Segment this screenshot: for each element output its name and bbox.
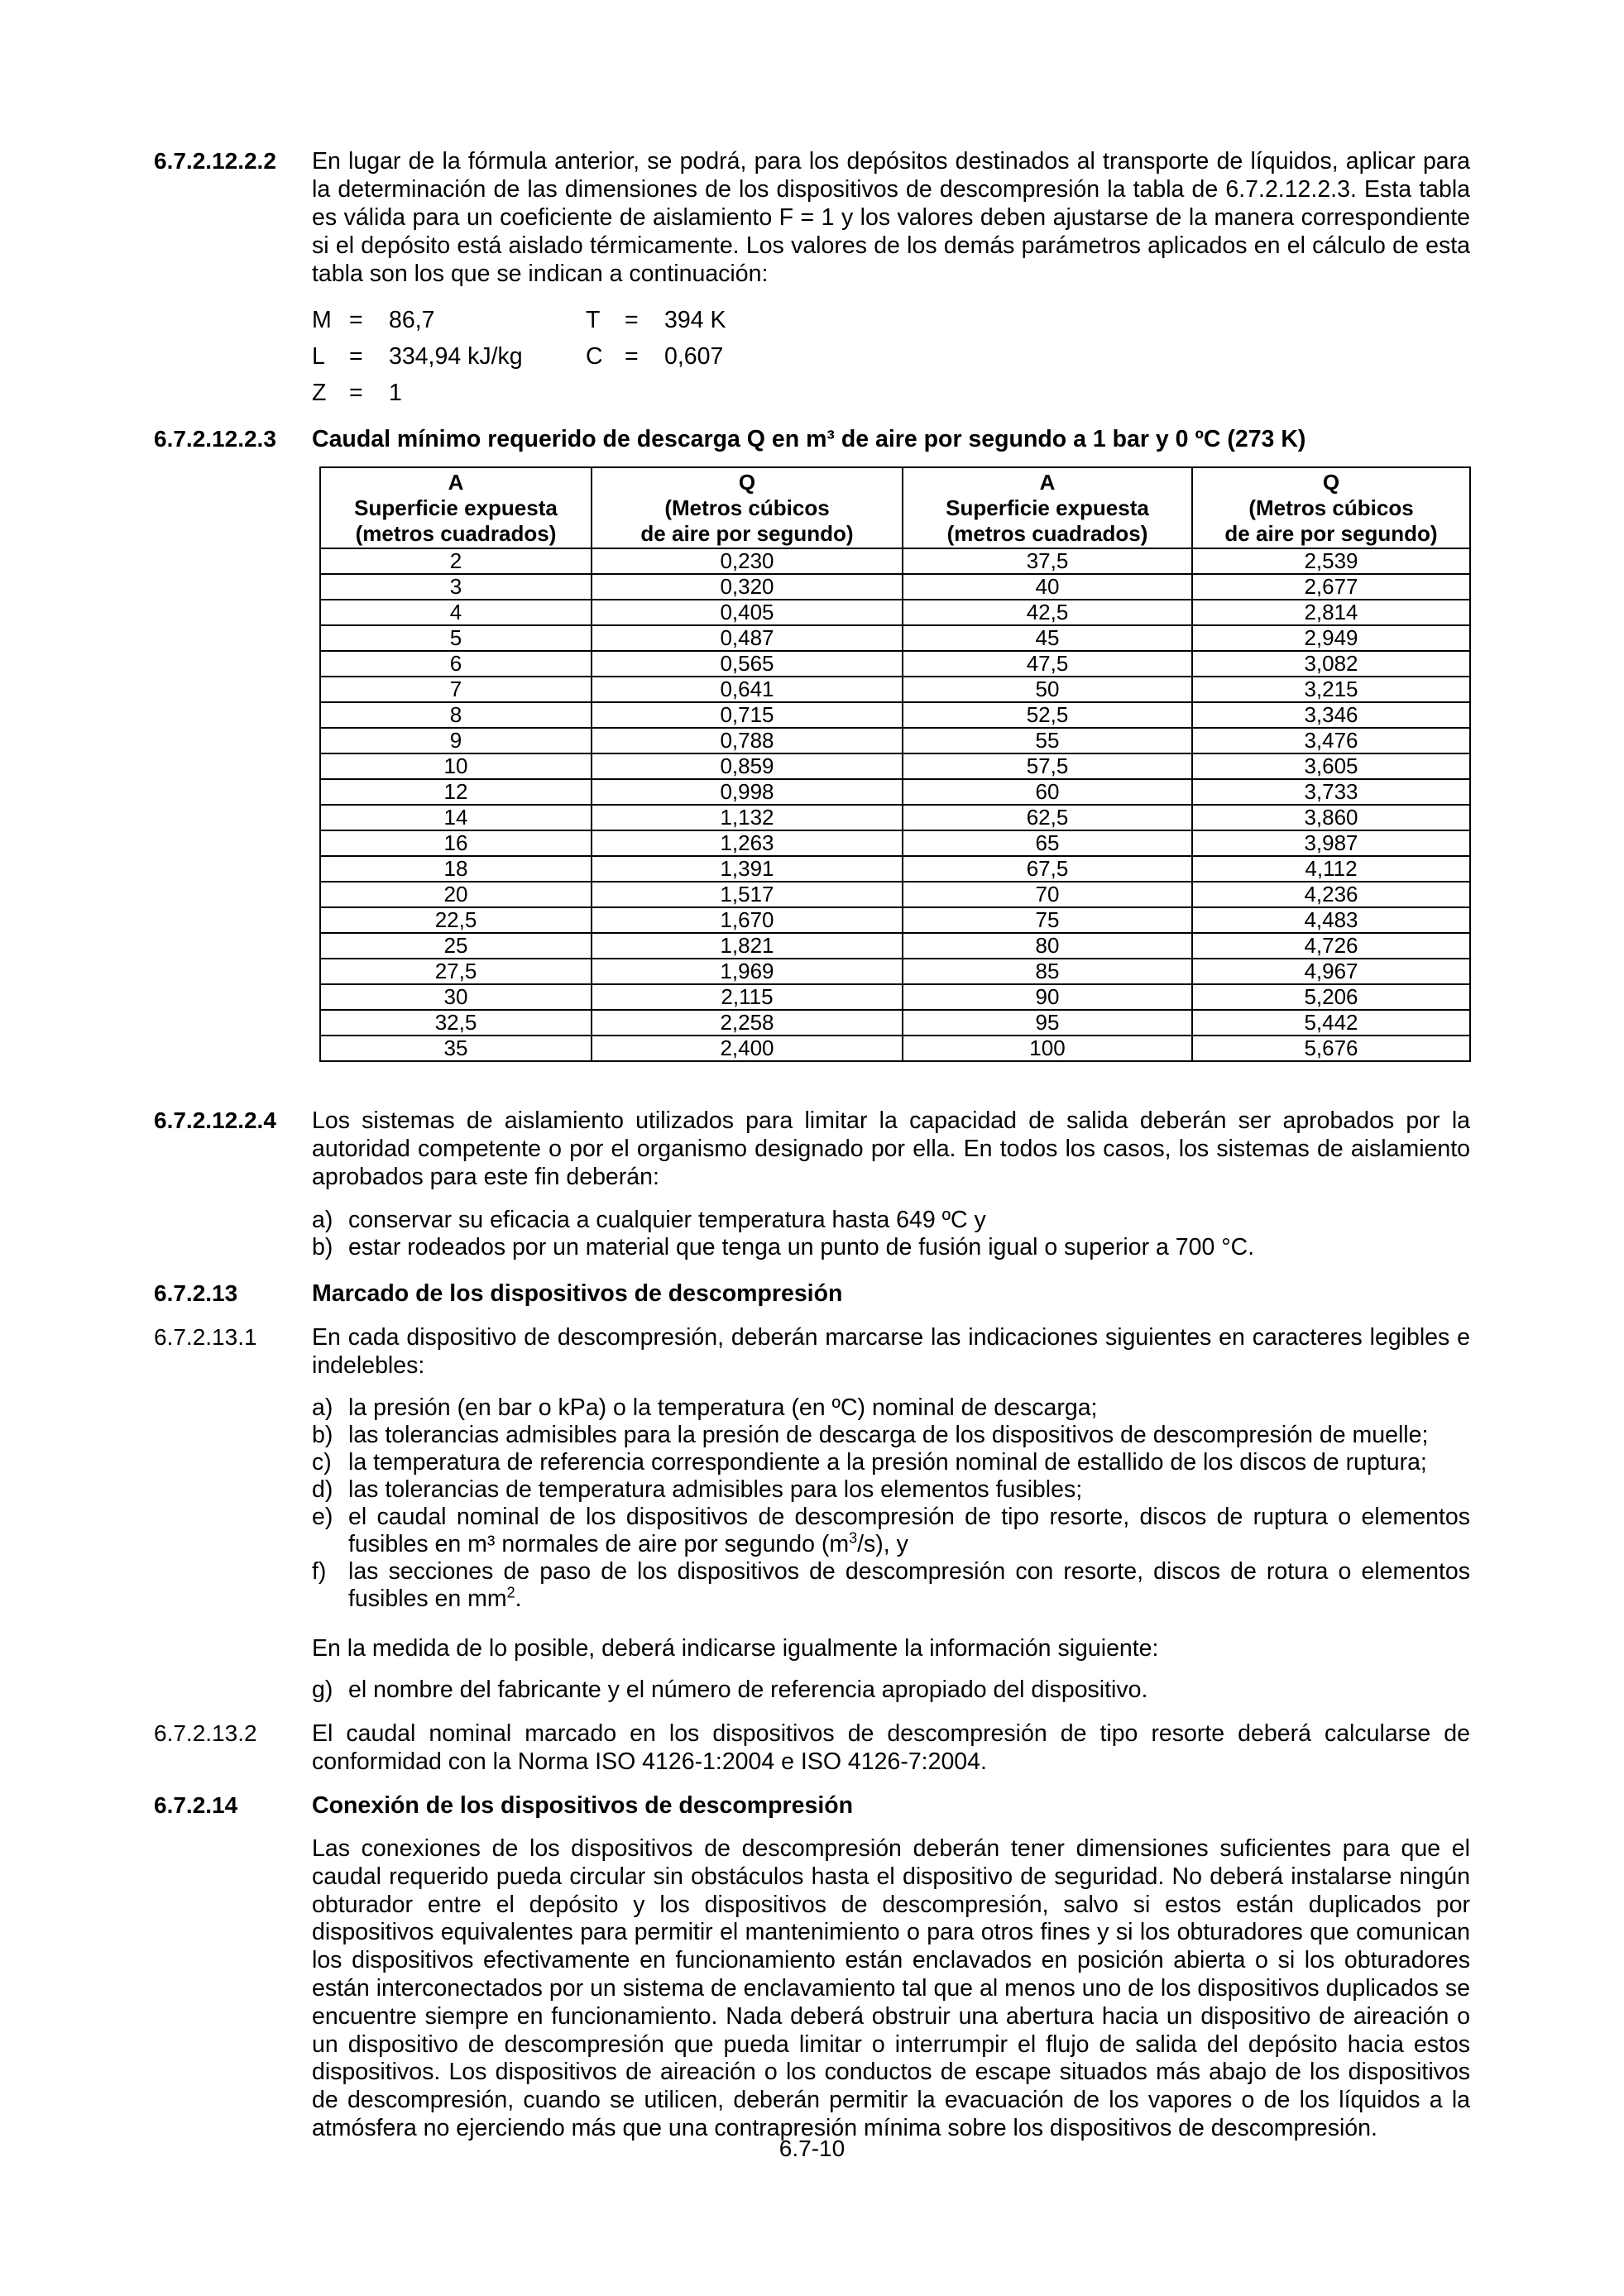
table-cell: 0,405: [592, 600, 903, 625]
list-label: c): [312, 1449, 332, 1476]
table-cell: 5,206: [1192, 984, 1470, 1010]
discharge-table: [319, 466, 1471, 1062]
optional-list: [312, 1677, 1470, 1704]
table-cell: 2,814: [1192, 600, 1470, 625]
table-cell: 2,949: [1192, 625, 1470, 651]
table-row: [320, 882, 1470, 907]
list-item: [312, 1476, 1470, 1504]
list-item: [312, 1422, 1470, 1449]
table-cell: 14: [320, 805, 592, 830]
list-text: estar rodeados por un material que tenga un punto de fusión igual o superior a 700 °C.: [348, 1234, 1255, 1260]
table-row: [320, 600, 1470, 625]
list-item: [312, 1677, 1470, 1704]
table-cell: 1,132: [592, 805, 903, 830]
var-value: 334,94 kJ/kg: [389, 343, 523, 370]
table-row: [320, 779, 1470, 805]
list-text: la temperatura de referencia correspondiente a la presión nominal de estallido de los discos de ruptura;: [348, 1449, 1427, 1476]
table-cell: 55: [903, 728, 1192, 753]
table-cell: 6: [320, 651, 592, 677]
table-row: [320, 702, 1470, 728]
table-cell: 3,987: [1192, 830, 1470, 856]
table-row: [320, 574, 1470, 600]
table-cell: 52,5: [903, 702, 1192, 728]
table-cell: 3,860: [1192, 805, 1470, 830]
table-cell: 2,115: [592, 984, 903, 1010]
table-row: [320, 907, 1470, 933]
section-paragraph: En lugar de la fórmula anterior, se podrá, para los depósitos destinados al transporte de líquidos, aplicar para la determinación de las dimensiones de los dispositivos de descompresión la tabla de 6.7.2.12.2.3. Esta tabla es válida para un coeficiente de aislamiento F = 1 y los valores deben ajustarse de la manera correspondiente si el depósito está aislado térmicamente. Los valores de los demás parámetros aplicados en el cálculo de esta tabla son los que se indican a continuación:: [312, 148, 1470, 287]
list-label: f): [312, 1558, 327, 1585]
list-item: [312, 1234, 1470, 1261]
table-cell: 0,641: [592, 677, 903, 702]
list-label: d): [312, 1476, 333, 1503]
list-item: [312, 1504, 1470, 1558]
table-cell: 1,821: [592, 933, 903, 959]
list-text: las tolerancias de temperatura admisibles para los elementos fusibles;: [348, 1476, 1083, 1503]
section-number: 6.7.2.12.2.3: [154, 426, 276, 452]
table-cell: 5,676: [1192, 1036, 1470, 1061]
table-cell: 57,5: [903, 753, 1192, 779]
list-label: a): [312, 1207, 333, 1233]
table-row: [320, 728, 1470, 753]
table-cell: 8: [320, 702, 592, 728]
list-label: b): [312, 1422, 333, 1448]
table-row: [320, 933, 1470, 959]
table-cell: 0,715: [592, 702, 903, 728]
section-heading: Conexión de los dispositivos de descompresión: [312, 1792, 854, 1819]
table-cell: 2,539: [1192, 548, 1470, 574]
table-cell: 85: [903, 959, 1192, 984]
table-cell: 62,5: [903, 805, 1192, 830]
table-cell: 20: [320, 882, 592, 907]
var-symbol: Z: [312, 380, 327, 406]
table-cell: 2,400: [592, 1036, 903, 1061]
list-label: b): [312, 1234, 333, 1260]
section-number: 6.7.2.12.2.4: [154, 1107, 276, 1133]
table-row: [320, 753, 1470, 779]
var-equals: =: [349, 380, 363, 406]
table-cell: 1,391: [592, 856, 903, 882]
table-cell: 100: [903, 1036, 1192, 1061]
table-row: [320, 805, 1470, 830]
superscript: 2: [506, 1584, 515, 1601]
table-cell: 37,5: [903, 548, 1192, 574]
table-cell: 0,859: [592, 753, 903, 779]
table-cell: 3,215: [1192, 677, 1470, 702]
table-cell: 1,969: [592, 959, 903, 984]
table-cell: 4,483: [1192, 907, 1470, 933]
section-number: 6.7.2.12.2.2: [154, 148, 276, 174]
superscript: 3: [849, 1529, 858, 1547]
var-symbol: C: [586, 343, 603, 370]
table-cell: 27,5: [320, 959, 592, 984]
table-cell: 1,263: [592, 830, 903, 856]
var-equals: =: [625, 343, 639, 370]
table-cell: 3,476: [1192, 728, 1470, 753]
table-cell: 0,230: [592, 548, 903, 574]
section-paragraph: Los sistemas de aislamiento utilizados para limitar la capacidad de salida deberán ser aprobados por la autoridad competente o por el organismo designado por ella. En todos los casos, los sistemas de aislamiento aprobados para este fin deberán:: [312, 1107, 1470, 1190]
list-text: las tolerancias admisibles para la presión de descarga de los dispositivos de descompresión de muelle;: [348, 1422, 1429, 1448]
list-text-end: /s), y: [857, 1531, 908, 1557]
list-label: e): [312, 1504, 333, 1530]
table-cell: 30: [320, 984, 592, 1010]
table-cell: 9: [320, 728, 592, 753]
table-cell: 90: [903, 984, 1192, 1010]
table-cell: 4,726: [1192, 933, 1470, 959]
section-paragraph: En cada dispositivo de descompresión, deberán marcarse las indicaciones siguientes en caracteres legibles e indelebles:: [312, 1324, 1470, 1379]
table-cell: 42,5: [903, 600, 1192, 625]
table-row: [320, 548, 1470, 574]
list-text: la presión (en bar o kPa) o la temperatura (en ºC) nominal de descarga;: [348, 1394, 1098, 1421]
var-value: 394 K: [664, 307, 726, 333]
table-row: [320, 856, 1470, 882]
var-equals: =: [349, 307, 363, 333]
header-cell: Q (Metros cúbicos de aire por segundo): [1192, 467, 1470, 548]
table-row: [320, 1010, 1470, 1036]
list-item: [312, 1558, 1470, 1613]
table-row: [320, 1036, 1470, 1061]
var-equals: =: [349, 343, 363, 370]
section-number: 6.7.2.13: [154, 1280, 238, 1306]
section-number: 6.7.2.13.1: [154, 1324, 257, 1350]
table-row: [320, 984, 1470, 1010]
table-cell: 1,517: [592, 882, 903, 907]
list-text: el caudal nominal de los dispositivos de descompresión de tipo resorte, discos de ruptura o elementos fusibles en m³ normales de aire por segundo (m: [348, 1504, 1470, 1557]
table-cell: 16: [320, 830, 592, 856]
table-cell: 0,487: [592, 625, 903, 651]
var-equals: =: [625, 307, 639, 333]
table-cell: 3,082: [1192, 651, 1470, 677]
table-cell: 95: [903, 1010, 1192, 1036]
table-row: [320, 830, 1470, 856]
table-cell: 67,5: [903, 856, 1192, 882]
table-cell: 4: [320, 600, 592, 625]
table-cell: 4,112: [1192, 856, 1470, 882]
var-value: 1: [389, 380, 402, 406]
table-cell: 0,788: [592, 728, 903, 753]
header-cell: A Superficie expuesta (metros cuadrados): [320, 467, 592, 548]
table-cell: 40: [903, 574, 1192, 600]
header-cell: Q (Metros cúbicos de aire por segundo): [592, 467, 903, 548]
list-text: conservar su eficacia a cualquier temperatura hasta 649 ºC y: [348, 1207, 986, 1233]
table-cell: 60: [903, 779, 1192, 805]
table-cell: 7: [320, 677, 592, 702]
section-paragraph: El caudal nominal marcado en los dispositivos de descompresión de tipo resorte deberá calcularse de conformidad con la Norma ISO 4126-1:2004 e ISO 4126-7:2004.: [312, 1720, 1470, 1775]
var-symbol: M: [312, 307, 332, 333]
table-row: [320, 959, 1470, 984]
table-cell: 10: [320, 753, 592, 779]
table-cell: 70: [903, 882, 1192, 907]
table-header-row: [320, 467, 1470, 548]
page-number: 6.7-10: [778, 2136, 846, 2161]
table-cell: 12: [320, 779, 592, 805]
table-cell: 65: [903, 830, 1192, 856]
list-item: [312, 1207, 1470, 1234]
table-cell: 0,998: [592, 779, 903, 805]
table-cell: 50: [903, 677, 1192, 702]
section-paragraph: En la medida de lo posible, deberá indicarse igualmente la información siguiente:: [312, 1635, 1159, 1662]
list-text: el nombre del fabricante y el número de referencia apropiado del dispositivo.: [348, 1677, 1148, 1703]
table-cell: 3,346: [1192, 702, 1470, 728]
section-number: 6.7.2.13.2: [154, 1720, 257, 1746]
table-cell: 80: [903, 933, 1192, 959]
table-cell: 47,5: [903, 651, 1192, 677]
table-cell: 2: [320, 548, 592, 574]
list-text-end: .: [515, 1586, 522, 1612]
table-cell: 4,967: [1192, 959, 1470, 984]
table-cell: 32,5: [320, 1010, 592, 1036]
list-item: [312, 1394, 1470, 1422]
table-cell: 1,670: [592, 907, 903, 933]
table-cell: 22,5: [320, 907, 592, 933]
table-cell: 35: [320, 1036, 592, 1061]
list-label: g): [312, 1677, 333, 1703]
header-cell: A Superficie expuesta (metros cuadrados): [903, 467, 1192, 548]
list-text: las secciones de paso de los dispositivos de descompresión con resorte, discos de rotura o elementos fusibles en mm: [348, 1558, 1470, 1612]
table-cell: 3,733: [1192, 779, 1470, 805]
table-cell: 18: [320, 856, 592, 882]
requirements-list: [312, 1207, 1470, 1261]
var-value: 86,7: [389, 307, 435, 333]
section-number: 6.7.2.14: [154, 1792, 238, 1818]
table-cell: 5,442: [1192, 1010, 1470, 1036]
table-cell: 2,677: [1192, 574, 1470, 600]
table-row: [320, 625, 1470, 651]
table-cell: 3: [320, 574, 592, 600]
table-cell: 45: [903, 625, 1192, 651]
table-title: Caudal mínimo requerido de descarga Q en m³ de aire por segundo a 1 bar y 0 ºC (273 K): [312, 426, 1306, 452]
table-cell: 25: [320, 933, 592, 959]
table-cell: 0,320: [592, 574, 903, 600]
var-symbol: T: [586, 307, 601, 333]
table-cell: 2,258: [592, 1010, 903, 1036]
table-row: [320, 677, 1470, 702]
table-cell: 5: [320, 625, 592, 651]
table-row: [320, 651, 1470, 677]
var-value: 0,607: [664, 343, 724, 370]
table-cell: 75: [903, 907, 1192, 933]
section-heading: Marcado de los dispositivos de descompresión: [312, 1280, 843, 1307]
list-item: [312, 1449, 1470, 1476]
var-symbol: L: [312, 343, 325, 370]
list-label: a): [312, 1394, 333, 1421]
section-paragraph: Las conexiones de los dispositivos de descompresión deberán tener dimensiones suficientes para que el caudal requerido pueda circular sin obstáculos hasta el dispositivo de seguridad. No deberá instalarse ningún obturador entre el depósito y los dispositivos de descompresión, salvo si estos están duplicados por dispositivos equivalentes para permitir el mantenimiento o para otros fines y si los obturadores que comunican los dispositivos efectivamente en funcionamiento están enclavados en posición abierta o si los obturadores están interconectados por un sistema de enclavamiento tal que al menos uno de los dispositivos duplicados se encuentre siempre en funcionamiento. Nada deberá obstruir una abertura hacia un dispositivo de aireación o un dispositivo de descompresión que pueda limitar o interrumpir el flujo de salida del depósito hacia estos dispositivos. Los dispositivos de aireación o los conductos de escape situados más abajo de los dispositivos de descompresión, cuando se utilicen, deberán permitir la evacuación de los vapores o de los líquidos a la atmósfera no ejerciendo más que una contrapresión mínima sobre los dispositivos de descompresión.: [312, 1835, 1470, 2141]
table-cell: 4,236: [1192, 882, 1470, 907]
table-cell: 3,605: [1192, 753, 1470, 779]
marking-list: [312, 1394, 1470, 1613]
table-cell: 0,565: [592, 651, 903, 677]
